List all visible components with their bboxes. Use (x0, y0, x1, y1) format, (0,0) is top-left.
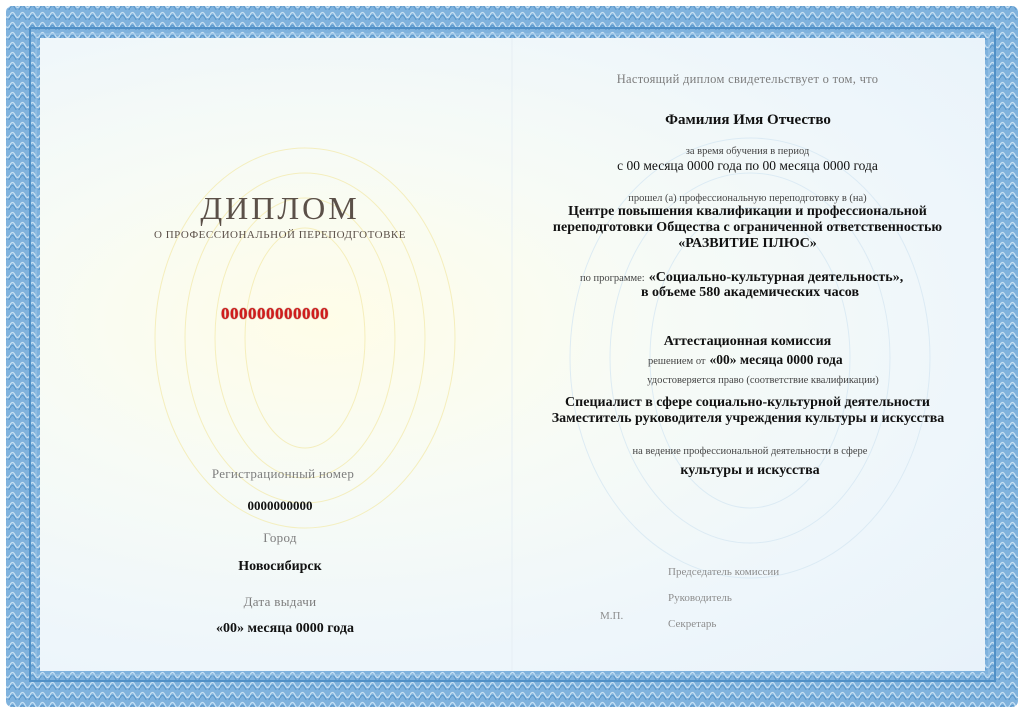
org-line-3: «РАЗВИТИЕ ПЛЮС» (678, 236, 817, 251)
reg-number-label: Регистрационный номер (211, 466, 355, 481)
field-value: культуры и искусства (680, 463, 820, 478)
diploma-title: ДИПЛОМ (200, 190, 360, 226)
city-value: Новосибирск (238, 559, 322, 574)
program-value: «Социально-культурная деятельность», (648, 270, 904, 285)
commission-title: Аттестационная комиссия (663, 334, 832, 349)
signature-head-label: Руководитель (668, 592, 732, 604)
right-label: удостоверяется право (соответствие квалификации) (647, 375, 879, 386)
qualification-line-1: Специалист в сфере социально-культурной деятельности (565, 395, 930, 410)
serial-number: 000000000000 (221, 304, 329, 323)
stamp-label: М.П. (600, 610, 624, 622)
decision-label: решением от (648, 356, 706, 367)
org-line-1: Центре повышения квалификации и профессиональной (568, 204, 927, 219)
signature-chair-label: Председатель комиссии (668, 566, 780, 578)
reg-number-value: 0000000000 (247, 498, 313, 513)
program-hours: в объеме 580 академических часов (640, 285, 860, 300)
program-line (580, 268, 925, 286)
diploma-subtitle: О ПРОФЕССИОНАЛЬНОЙ ПЕРЕПОДГОТОВКЕ (154, 229, 406, 241)
org-line-2: переподготовки Общества с ограниченной ответственностью (552, 220, 943, 235)
signature-secretary-label: Секретарь (668, 618, 717, 630)
certifies-text: Настоящий диплом свидетельствует о том, что (616, 72, 879, 86)
issue-date-value: «00» месяца 0000 года (216, 621, 354, 636)
field-label: на ведение профессиональной деятельности в сфере (632, 446, 868, 457)
decision-line (648, 351, 863, 369)
program-label: по программе: (580, 273, 645, 284)
city-label: Город (263, 530, 297, 545)
issue-date-label: Дата выдачи (243, 594, 317, 609)
full-name: Фамилия Имя Отчество (665, 112, 831, 128)
period-value: с 00 месяца 0000 года по 00 месяца 0000 года (617, 158, 878, 173)
qualification-line-2: Заместитель руководителя учреждения культуры и искусства (551, 411, 945, 426)
passed-label: прошел (а) профессиональную переподготовку в (на) (628, 193, 867, 204)
decision-value: «00» месяца 0000 года (709, 352, 843, 367)
period-label: за время обучения в период (685, 146, 810, 157)
